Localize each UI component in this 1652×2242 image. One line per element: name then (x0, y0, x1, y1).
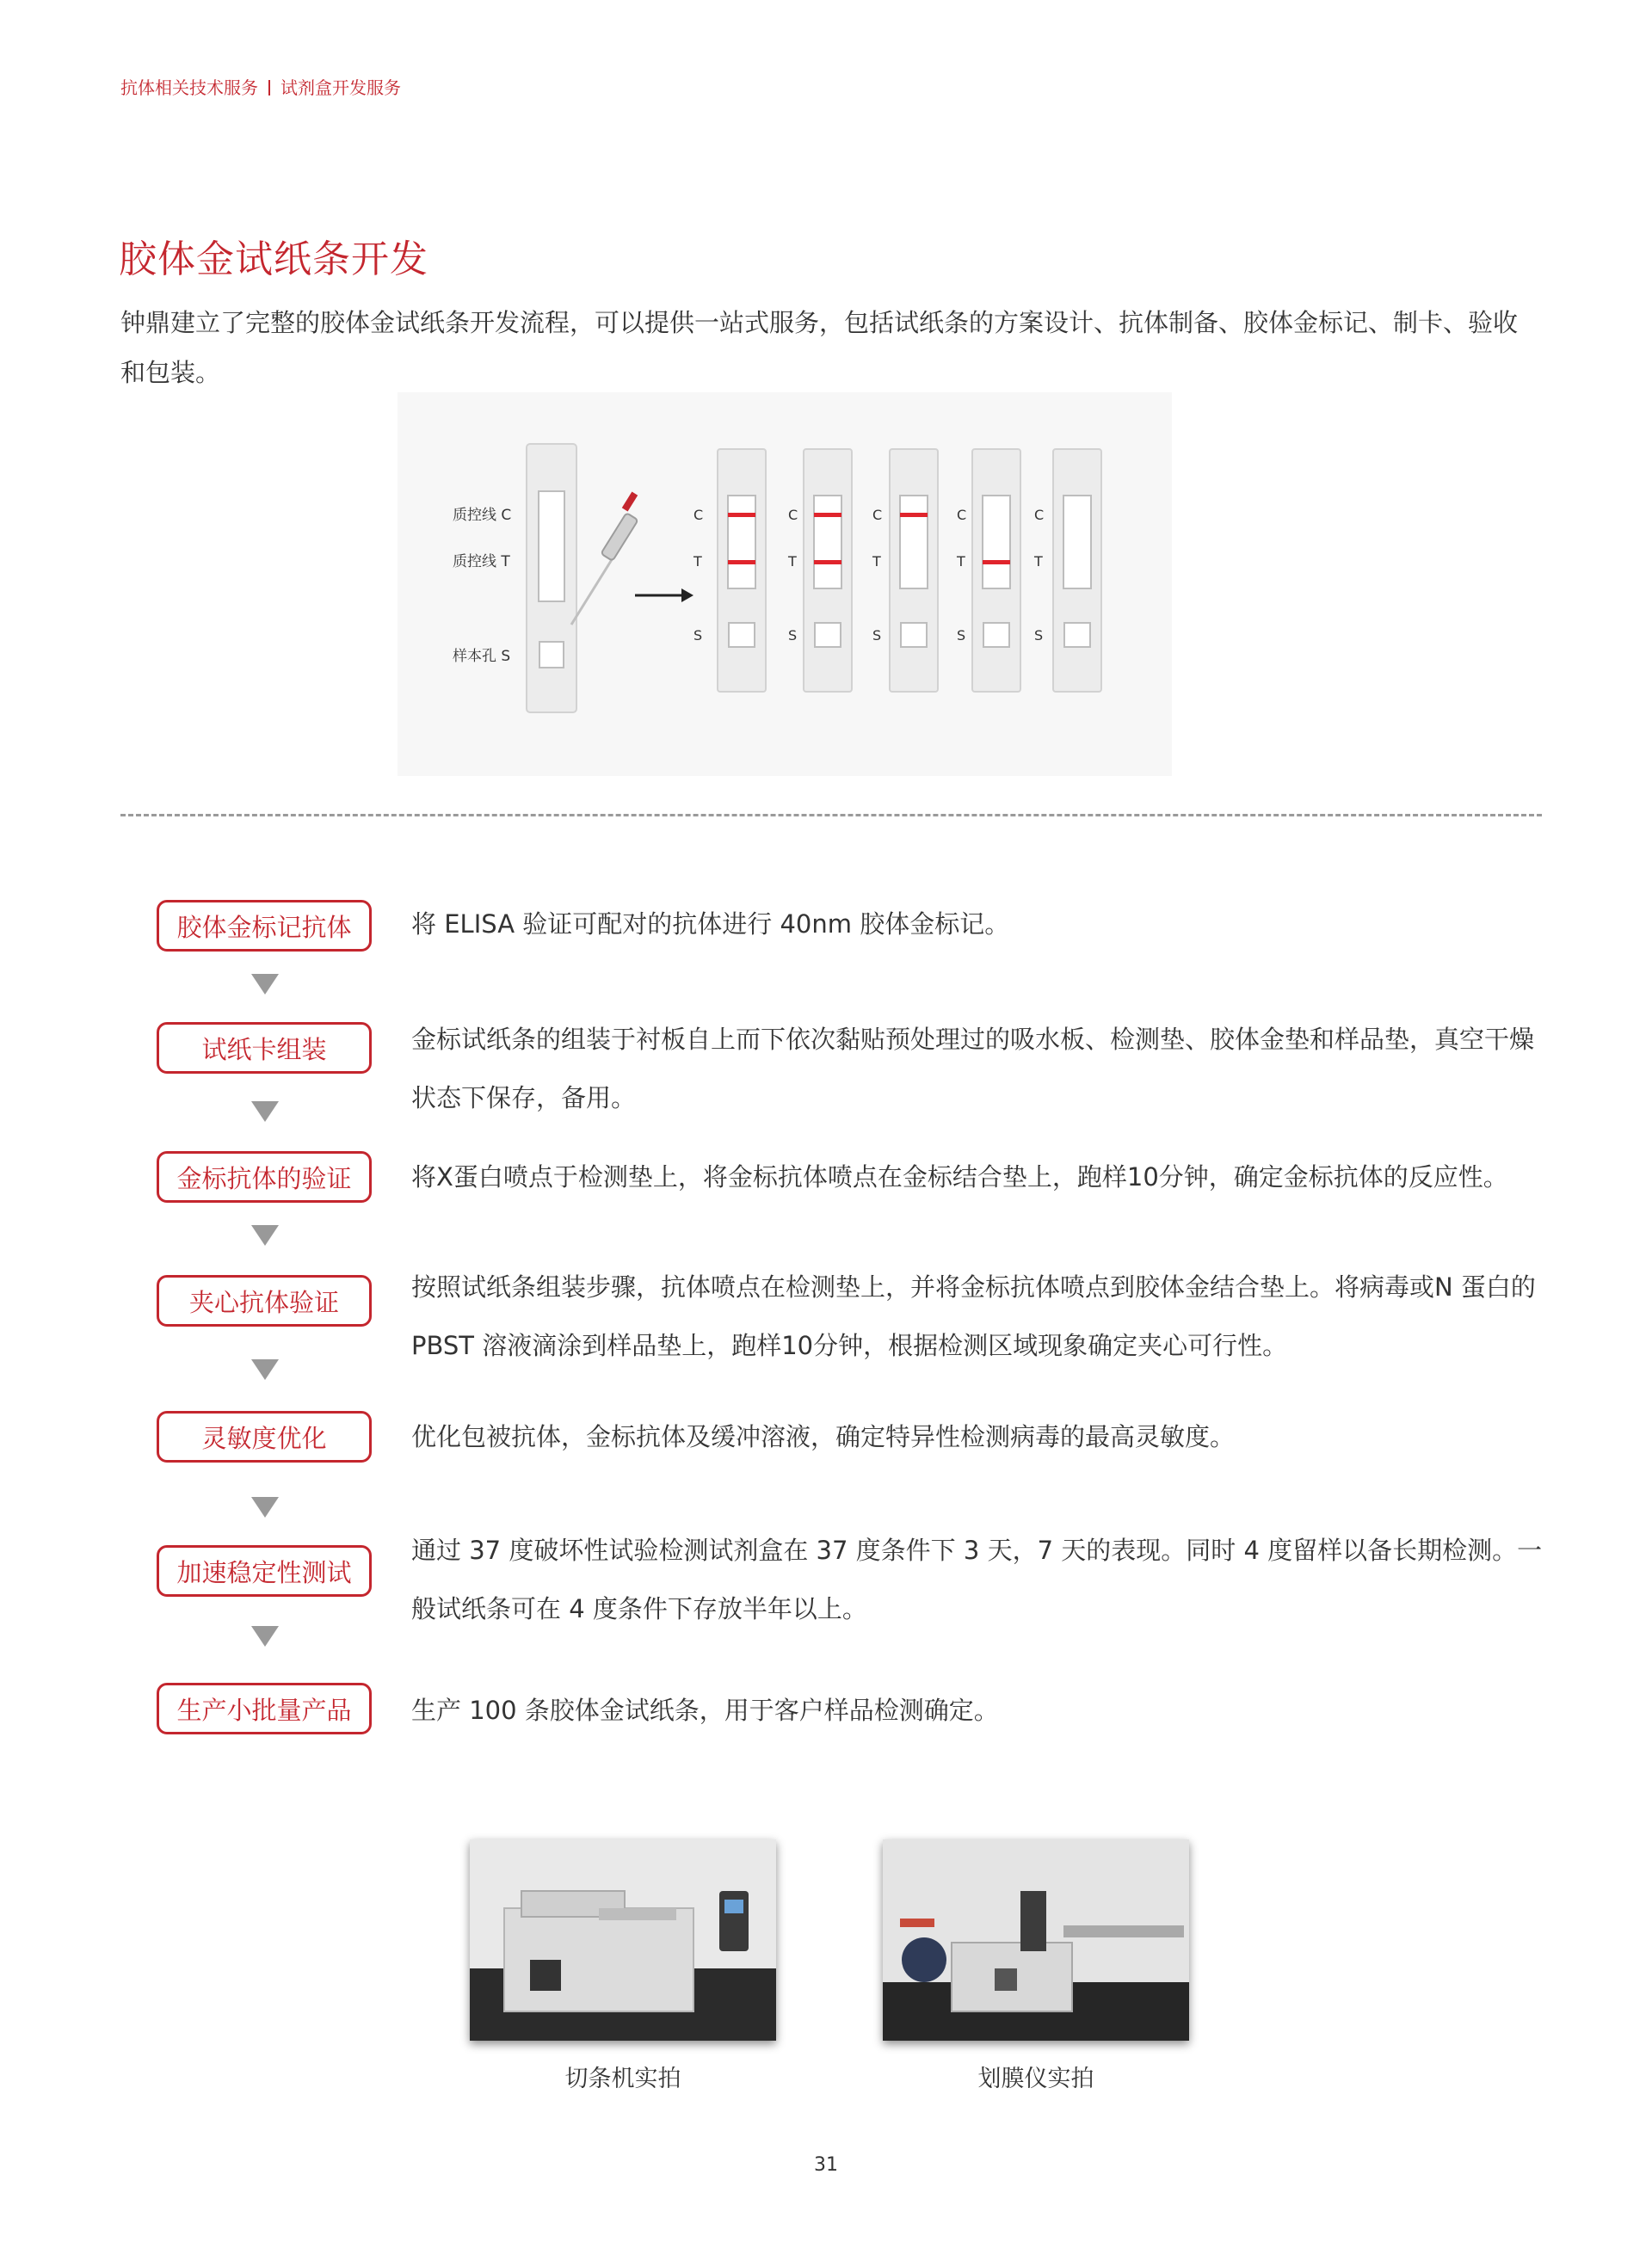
step-label: 灵敏度优化 (157, 1411, 372, 1463)
result-strip-5 (1053, 449, 1101, 692)
strip-letter-s: S (872, 627, 882, 644)
strip-letter-s: S (788, 627, 798, 644)
result-strip-4 (972, 449, 1020, 692)
step-description: 通过 37 度破坏性试验检测试剂盒在 37 度条件下 3 天，7 天的表现。同时 4 度留样以备长期检测。一般试纸条可在 4 度条件下存放半年以上。 (411, 1536, 1543, 1623)
breadcrumb-section: 抗体相关技术服务 (120, 77, 258, 98)
strip-letter-c: C (693, 507, 704, 523)
test-strip-diagram (398, 392, 1172, 776)
strip-letter-t: T (693, 553, 702, 570)
down-arrow-icon (251, 974, 279, 995)
dashed-divider (120, 814, 1542, 816)
label-test-line: 质控线 T (453, 553, 510, 570)
page-title: 胶体金试纸条开发 (119, 237, 428, 282)
step-label: 试纸卡组装 (157, 1022, 372, 1074)
photo-caption: 切条机实拍 (564, 2066, 681, 2092)
step-label: 加速稳定性测试 (157, 1545, 372, 1597)
strip-cutter-photo (470, 1839, 776, 2041)
photo-caption: 划膜仪实拍 (977, 2066, 1094, 2092)
step-label: 夹心抗体验证 (157, 1275, 372, 1327)
breadcrumb (120, 74, 401, 99)
step-description: 按照试纸条组装步骤，抗体喷点在检测垫上，并将金标抗体喷点到胶体金结合垫上。将病毒或N 蛋白的 PBST 溶液滴涂到样品垫上，跑样10分钟，根据检测区域现象确定夹心可行性。 (411, 1272, 1536, 1360)
step-description: 将X蛋白喷点于检测垫上，将金标抗体喷点在金标结合垫上，跑样10分钟，确定金标抗体的反应性。 (411, 1162, 1508, 1192)
strip-letter-t: T (788, 553, 797, 570)
strip-letter-s: S (693, 627, 703, 644)
strip-letter-s: S (957, 627, 966, 644)
main-cassette (527, 444, 576, 712)
step-description: 生产 100 条胶体金试纸条，用于客户样品检测确定。 (411, 1696, 999, 1725)
strip-letter-c: C (1034, 507, 1045, 523)
intro-paragraph: 钟鼎建立了完整的胶体金试纸条开发流程，可以提供一站式服务，包括试纸条的方案设计、抗体制备、胶体金标记、制卡、验收和包装。 (120, 308, 1519, 387)
strip-letter-t: T (1034, 553, 1043, 570)
strip-letter-t: T (957, 553, 965, 570)
label-control-line: 质控线 C (453, 507, 512, 524)
step-description: 将 ELISA 验证可配对的抗体进行 40nm 胶体金标记。 (411, 909, 1010, 939)
step-label: 生产小批量产品 (157, 1683, 372, 1734)
breadcrumb-subsection: 试剂盒开发服务 (280, 77, 401, 98)
step-label: 胶体金标记抗体 (157, 900, 372, 952)
step-description: 金标试纸条的组装于衬板自上而下依次黏贴预处理过的吸水板、检测垫、胶体金垫和样品垫，真空干燥状态下保存，备用。 (411, 1025, 1535, 1112)
strip-letter-t: T (872, 553, 881, 570)
down-arrow-icon (251, 1497, 279, 1518)
down-arrow-icon (251, 1225, 279, 1246)
breadcrumb-separator (268, 80, 270, 95)
step-label: 金标抗体的验证 (157, 1151, 372, 1203)
down-arrow-icon (251, 1359, 279, 1380)
page-number: 31 (814, 2154, 838, 2176)
membrane-dispenser-photo (883, 1839, 1189, 2041)
strip-letter-s: S (1034, 627, 1044, 644)
strip-letter-c: C (872, 507, 883, 523)
down-arrow-icon (251, 1626, 279, 1647)
down-arrow-icon (251, 1101, 279, 1122)
step-description: 优化包被抗体，金标抗体及缓冲溶液，确定特异性检测病毒的最高灵敏度。 (411, 1422, 1236, 1451)
strip-letter-c: C (788, 507, 798, 523)
result-strip-3 (890, 449, 938, 692)
result-strip-2 (804, 449, 852, 692)
label-sample-well: 样本孔 S (453, 648, 511, 665)
result-strip-1 (718, 449, 766, 692)
strip-letter-c: C (957, 507, 967, 523)
